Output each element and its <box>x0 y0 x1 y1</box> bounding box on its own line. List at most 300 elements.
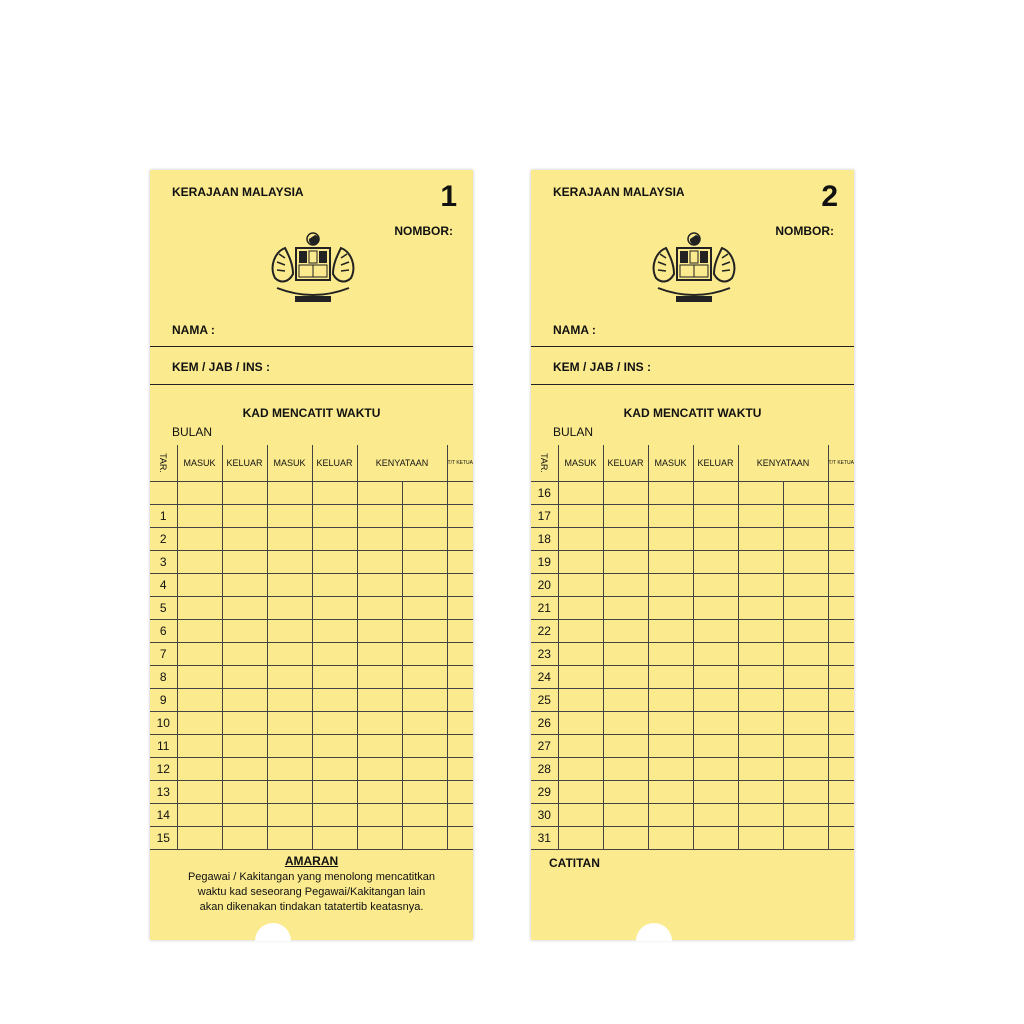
time-entry-cell <box>603 597 648 620</box>
time-entry-cell <box>267 689 312 712</box>
time-entry-cell <box>558 827 603 850</box>
header-keluar: KELUAR <box>222 445 267 482</box>
time-entry-cell <box>648 643 693 666</box>
time-entry-cell <box>267 827 312 850</box>
time-entry-cell <box>222 781 267 804</box>
warning-title: AMARAN <box>284 854 339 868</box>
time-entry-cell <box>267 528 312 551</box>
time-entry-cell <box>693 643 738 666</box>
time-entry-cell <box>558 528 603 551</box>
date-cell: 11 <box>150 735 177 758</box>
time-entry-cell <box>267 482 312 505</box>
date-cell: 5 <box>150 597 177 620</box>
time-entry-cell <box>267 666 312 689</box>
time-entry-cell <box>312 643 357 666</box>
table-row <box>531 528 854 551</box>
time-entry-cell <box>402 620 447 643</box>
time-entry-cell <box>738 827 783 850</box>
time-entry-cell <box>783 528 828 551</box>
warning-line: Pegawai / Kakitangan yang menolong mencatitkan <box>187 871 436 883</box>
date-cell: 18 <box>531 528 558 551</box>
time-entry-cell <box>783 505 828 528</box>
time-entry-cell <box>693 597 738 620</box>
time-entry-cell <box>267 597 312 620</box>
time-entry-cell <box>312 666 357 689</box>
date-cell: 28 <box>531 758 558 781</box>
time-entry-cell <box>447 804 473 827</box>
time-entry-cell <box>558 643 603 666</box>
time-entry-cell <box>603 643 648 666</box>
time-entry-cell <box>558 804 603 827</box>
time-entry-cell <box>558 505 603 528</box>
nombor-label: NOMBOR: <box>394 224 453 238</box>
date-cell: 17 <box>531 505 558 528</box>
time-entry-cell <box>447 735 473 758</box>
time-entry-cell <box>648 505 693 528</box>
card-notch <box>255 923 291 941</box>
date-cell: 27 <box>531 735 558 758</box>
table-row <box>531 482 854 505</box>
time-entry-cell <box>177 574 222 597</box>
time-entry-cell <box>177 758 222 781</box>
time-entry-cell <box>177 804 222 827</box>
time-entry-cell <box>693 620 738 643</box>
time-entry-cell <box>648 804 693 827</box>
time-entry-cell <box>693 758 738 781</box>
attendance-table <box>531 445 854 850</box>
date-cell <box>150 482 177 505</box>
time-entry-cell <box>738 528 783 551</box>
time-entry-cell <box>558 597 603 620</box>
time-entry-cell <box>357 804 402 827</box>
time-entry-cell <box>312 528 357 551</box>
time-entry-cell <box>267 643 312 666</box>
table-row <box>150 735 473 758</box>
date-cell: 20 <box>531 574 558 597</box>
time-entry-cell <box>402 712 447 735</box>
time-entry-cell <box>783 574 828 597</box>
time-entry-cell <box>177 505 222 528</box>
time-entry-cell <box>603 827 648 850</box>
time-entry-cell <box>312 781 357 804</box>
time-entry-cell <box>558 574 603 597</box>
header-tar: TAR. <box>531 445 558 482</box>
time-entry-cell <box>648 827 693 850</box>
header-tt-ketua: T/T KETUA <box>828 445 854 482</box>
time-entry-cell <box>693 827 738 850</box>
time-entry-cell <box>402 735 447 758</box>
time-entry-cell <box>783 712 828 735</box>
time-entry-cell <box>738 666 783 689</box>
time-entry-cell <box>312 804 357 827</box>
time-entry-cell <box>177 689 222 712</box>
time-entry-cell <box>783 620 828 643</box>
date-cell: 8 <box>150 666 177 689</box>
time-entry-cell <box>783 689 828 712</box>
warning-text <box>150 870 473 915</box>
card-notch <box>636 923 672 941</box>
time-entry-cell <box>558 781 603 804</box>
time-entry-cell <box>222 620 267 643</box>
header-masuk: MASUK <box>177 445 222 482</box>
time-entry-cell <box>312 712 357 735</box>
header-kenyataan: KENYATAAN <box>357 445 447 482</box>
time-entry-cell <box>222 666 267 689</box>
time-entry-cell <box>603 574 648 597</box>
time-entry-cell <box>738 505 783 528</box>
table-row <box>531 505 854 528</box>
time-entry-cell <box>222 758 267 781</box>
date-cell: 19 <box>531 551 558 574</box>
time-entry-cell <box>402 528 447 551</box>
table-row <box>150 597 473 620</box>
time-entry-cell <box>447 620 473 643</box>
time-entry-cell <box>648 758 693 781</box>
time-entry-cell <box>828 735 854 758</box>
time-entry-cell <box>267 735 312 758</box>
time-entry-cell <box>267 758 312 781</box>
time-entry-cell <box>447 643 473 666</box>
time-entry-cell <box>603 666 648 689</box>
time-entry-cell <box>357 758 402 781</box>
time-entry-cell <box>402 758 447 781</box>
time-entry-cell <box>357 666 402 689</box>
header-masuk: MASUK <box>558 445 603 482</box>
table-row <box>531 758 854 781</box>
date-cell: 4 <box>150 574 177 597</box>
time-entry-cell <box>447 781 473 804</box>
time-entry-cell <box>447 666 473 689</box>
date-cell: 7 <box>150 643 177 666</box>
time-entry-cell <box>312 597 357 620</box>
time-entry-cell <box>177 482 222 505</box>
time-entry-cell <box>648 712 693 735</box>
time-entry-cell <box>402 666 447 689</box>
date-cell: 1 <box>150 505 177 528</box>
time-entry-cell <box>447 505 473 528</box>
government-label: KERAJAAN MALAYSIA <box>172 185 304 199</box>
time-entry-cell <box>648 689 693 712</box>
time-entry-cell <box>177 528 222 551</box>
time-entry-cell <box>267 781 312 804</box>
time-entry-cell <box>177 666 222 689</box>
time-entry-cell <box>402 574 447 597</box>
time-entry-cell <box>738 551 783 574</box>
time-entry-cell <box>177 827 222 850</box>
time-entry-cell <box>267 804 312 827</box>
table-row <box>150 804 473 827</box>
time-entry-cell <box>828 689 854 712</box>
date-cell: 12 <box>150 758 177 781</box>
time-entry-cell <box>402 643 447 666</box>
time-entry-cell <box>783 804 828 827</box>
time-entry-cell <box>222 597 267 620</box>
header-tt-ketua: T/T KETUA <box>447 445 473 482</box>
time-entry-cell <box>558 689 603 712</box>
date-cell: 29 <box>531 781 558 804</box>
time-entry-cell <box>738 574 783 597</box>
time-entry-cell <box>603 712 648 735</box>
time-entry-cell <box>267 620 312 643</box>
time-entry-cell <box>357 643 402 666</box>
time-entry-cell <box>558 551 603 574</box>
time-entry-cell <box>603 528 648 551</box>
table-row <box>150 505 473 528</box>
table-row <box>150 781 473 804</box>
time-entry-cell <box>312 620 357 643</box>
time-entry-cell <box>603 551 648 574</box>
time-entry-cell <box>693 735 738 758</box>
time-entry-cell <box>738 620 783 643</box>
time-entry-cell <box>603 758 648 781</box>
time-entry-cell <box>177 735 222 758</box>
table-row <box>150 528 473 551</box>
header-tar: TAR. <box>150 445 177 482</box>
time-entry-cell <box>648 620 693 643</box>
time-entry-cell <box>357 551 402 574</box>
time-entry-cell <box>783 643 828 666</box>
table-row <box>150 574 473 597</box>
time-entry-cell <box>267 505 312 528</box>
time-entry-cell <box>402 597 447 620</box>
time-entry-cell <box>447 528 473 551</box>
divider <box>150 346 473 347</box>
time-entry-cell <box>648 482 693 505</box>
divider <box>150 384 473 385</box>
time-entry-cell <box>648 735 693 758</box>
time-entry-cell <box>402 551 447 574</box>
time-entry-cell <box>402 482 447 505</box>
divider <box>531 346 854 347</box>
table-row <box>150 712 473 735</box>
date-cell: 13 <box>150 781 177 804</box>
time-entry-cell <box>828 574 854 597</box>
warning-line: akan dikenakan tindakan tatatertib keatasnya. <box>199 901 424 913</box>
time-entry-cell <box>177 781 222 804</box>
time-entry-cell <box>693 804 738 827</box>
time-entry-cell <box>267 551 312 574</box>
time-entry-cell <box>402 505 447 528</box>
time-entry-cell <box>783 827 828 850</box>
time-entry-cell <box>558 735 603 758</box>
time-entry-cell <box>222 574 267 597</box>
table-row <box>150 666 473 689</box>
bulan-label: BULAN <box>553 425 594 439</box>
date-cell: 24 <box>531 666 558 689</box>
table-row <box>150 689 473 712</box>
time-entry-cell <box>828 804 854 827</box>
time-entry-cell <box>693 574 738 597</box>
time-entry-cell <box>357 574 402 597</box>
time-entry-cell <box>828 528 854 551</box>
table-row <box>531 827 854 850</box>
table-row <box>531 643 854 666</box>
time-entry-cell <box>648 597 693 620</box>
time-entry-cell <box>603 735 648 758</box>
time-entry-cell <box>312 689 357 712</box>
time-entry-cell <box>222 528 267 551</box>
header-keluar: KELUAR <box>312 445 357 482</box>
time-card-1 <box>150 170 473 940</box>
nombor-label: NOMBOR: <box>775 224 834 238</box>
card-title: KAD MENCATIT WAKTU <box>242 406 381 420</box>
time-entry-cell <box>222 482 267 505</box>
table-row <box>150 551 473 574</box>
table-header-row <box>531 445 854 482</box>
time-entry-cell <box>648 528 693 551</box>
time-entry-cell <box>357 528 402 551</box>
time-entry-cell <box>312 574 357 597</box>
attendance-table <box>150 445 473 850</box>
time-entry-cell <box>222 551 267 574</box>
date-cell: 25 <box>531 689 558 712</box>
time-entry-cell <box>357 505 402 528</box>
time-entry-cell <box>783 597 828 620</box>
time-entry-cell <box>828 712 854 735</box>
bulan-label: BULAN <box>172 425 213 439</box>
time-entry-cell <box>357 781 402 804</box>
time-entry-cell <box>738 643 783 666</box>
date-cell: 15 <box>150 827 177 850</box>
time-entry-cell <box>783 482 828 505</box>
time-entry-cell <box>828 781 854 804</box>
time-entry-cell <box>402 689 447 712</box>
time-entry-cell <box>357 482 402 505</box>
time-entry-cell <box>357 620 402 643</box>
time-entry-cell <box>693 666 738 689</box>
table-row <box>531 804 854 827</box>
time-entry-cell <box>783 551 828 574</box>
time-entry-cell <box>693 551 738 574</box>
time-entry-cell <box>828 551 854 574</box>
time-entry-cell <box>603 620 648 643</box>
time-entry-cell <box>693 505 738 528</box>
time-entry-cell <box>357 735 402 758</box>
table-row <box>531 597 854 620</box>
date-cell: 10 <box>150 712 177 735</box>
header-keluar: KELUAR <box>693 445 738 482</box>
date-cell: 16 <box>531 482 558 505</box>
time-entry-cell <box>828 505 854 528</box>
time-entry-cell <box>222 643 267 666</box>
time-entry-cell <box>447 689 473 712</box>
time-entry-cell <box>738 712 783 735</box>
table-row <box>531 620 854 643</box>
time-entry-cell <box>648 781 693 804</box>
time-entry-cell <box>783 735 828 758</box>
time-entry-cell <box>558 482 603 505</box>
time-entry-cell <box>558 666 603 689</box>
time-entry-cell <box>783 758 828 781</box>
time-entry-cell <box>402 781 447 804</box>
date-cell: 2 <box>150 528 177 551</box>
time-entry-cell <box>312 505 357 528</box>
malaysia-coat-of-arms-icon <box>644 230 744 310</box>
time-entry-cell <box>312 551 357 574</box>
time-entry-cell <box>447 597 473 620</box>
date-cell: 31 <box>531 827 558 850</box>
time-entry-cell <box>603 781 648 804</box>
time-entry-cell <box>222 505 267 528</box>
time-entry-cell <box>222 827 267 850</box>
date-cell: 9 <box>150 689 177 712</box>
time-entry-cell <box>402 827 447 850</box>
time-entry-cell <box>828 643 854 666</box>
table-row <box>531 666 854 689</box>
time-entry-cell <box>828 597 854 620</box>
card-title: KAD MENCATIT WAKTU <box>623 406 762 420</box>
time-entry-cell <box>648 574 693 597</box>
time-entry-cell <box>558 712 603 735</box>
date-cell: 23 <box>531 643 558 666</box>
time-entry-cell <box>693 712 738 735</box>
time-entry-cell <box>222 712 267 735</box>
table-row <box>531 551 854 574</box>
header-kenyataan: KENYATAAN <box>738 445 828 482</box>
time-entry-cell <box>558 620 603 643</box>
time-entry-cell <box>312 758 357 781</box>
date-cell: 30 <box>531 804 558 827</box>
time-entry-cell <box>267 574 312 597</box>
table-row <box>531 781 854 804</box>
time-entry-cell <box>693 482 738 505</box>
malaysia-coat-of-arms-icon <box>263 230 363 310</box>
time-entry-cell <box>177 597 222 620</box>
table-row <box>531 689 854 712</box>
time-entry-cell <box>357 712 402 735</box>
table-row <box>531 712 854 735</box>
date-cell: 21 <box>531 597 558 620</box>
table-row <box>150 643 473 666</box>
table-row <box>150 620 473 643</box>
time-entry-cell <box>738 735 783 758</box>
time-entry-cell <box>222 804 267 827</box>
nama-label: NAMA : <box>553 323 596 337</box>
warning-section <box>150 854 473 915</box>
time-entry-cell <box>447 758 473 781</box>
time-entry-cell <box>177 643 222 666</box>
time-entry-cell <box>222 689 267 712</box>
time-entry-cell <box>693 528 738 551</box>
time-entry-cell <box>177 712 222 735</box>
time-entry-cell <box>312 735 357 758</box>
time-entry-cell <box>312 482 357 505</box>
table-header-row <box>150 445 473 482</box>
table-row <box>150 758 473 781</box>
time-entry-cell <box>603 689 648 712</box>
nama-label: NAMA : <box>172 323 215 337</box>
kem-jab-ins-label: KEM / JAB / INS : <box>172 360 271 374</box>
card-number: 1 <box>440 180 457 213</box>
date-cell: 14 <box>150 804 177 827</box>
time-entry-cell <box>648 551 693 574</box>
time-entry-cell <box>693 781 738 804</box>
kem-jab-ins-label: KEM / JAB / INS : <box>553 360 652 374</box>
time-entry-cell <box>357 827 402 850</box>
time-entry-cell <box>738 482 783 505</box>
time-entry-cell <box>357 689 402 712</box>
table-row <box>150 482 473 505</box>
time-entry-cell <box>558 758 603 781</box>
time-entry-cell <box>357 597 402 620</box>
government-label: KERAJAAN MALAYSIA <box>553 185 685 199</box>
header-keluar: KELUAR <box>603 445 648 482</box>
time-entry-cell <box>783 666 828 689</box>
time-entry-cell <box>738 781 783 804</box>
time-entry-cell <box>828 827 854 850</box>
time-entry-cell <box>648 666 693 689</box>
time-entry-cell <box>447 712 473 735</box>
